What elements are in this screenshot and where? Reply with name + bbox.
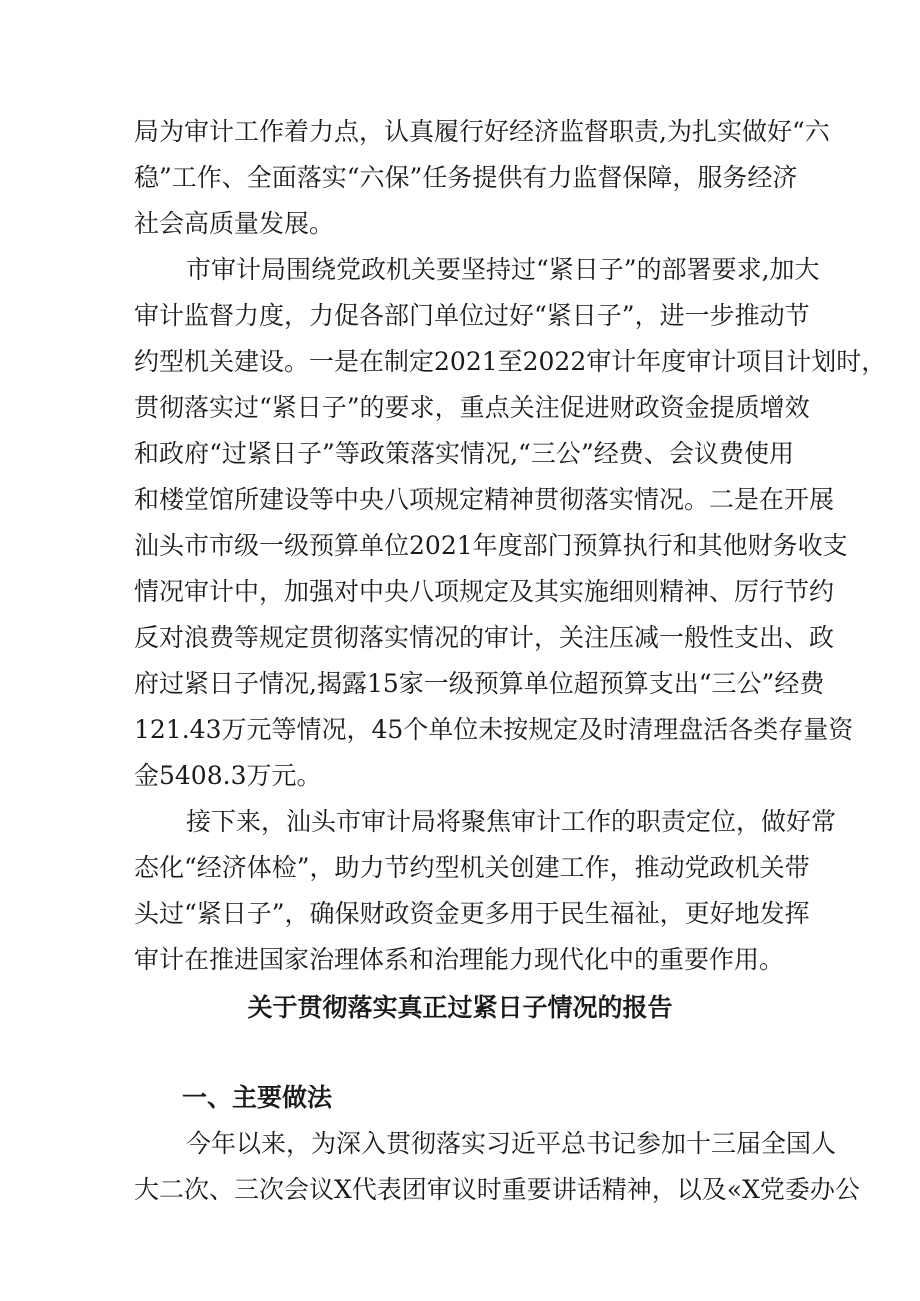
paragraph2-line-3: 约型机关建设。一是在制定2021至2022审计年度审计项目计划时， bbox=[134, 347, 887, 376]
paragraph2-line-12: 金5408.3万元。 bbox=[134, 761, 322, 790]
paragraph2-line-1: 市审计局围绕党政机关要坚持过“紧日子”的部署要求,加大 bbox=[186, 255, 820, 284]
paragraph2-line-6: 和楼堂馆所建设等中央八项规定精神贯彻落实情况。二是在开展 bbox=[134, 485, 835, 514]
report-title: 关于贯彻落实真正过紧日子情况的报告 bbox=[247, 993, 673, 1022]
paragraph2-line-7: 汕头市市级一级预算单位2021年度部门预算执行和其他财务收支 bbox=[134, 531, 848, 560]
paragraph2-line-4: 贯彻落实过“紧日子”的要求，重点关注促进财政资金提质增效 bbox=[134, 393, 810, 422]
section-heading: 一、主要做法 bbox=[182, 1083, 333, 1112]
paragraph3-line-2: 态化“经济体检”，助力节约型机关创建工作，推动党政机关带 bbox=[134, 853, 810, 882]
paragraph4-line-2: 大二次、三次会议X代表团审议时重要讲话精神，以及«X党委办公 bbox=[134, 1175, 860, 1204]
paragraph1-line-1: 局为审计工作着力点，认真履行好经济监督职责,为扎实做好“六 bbox=[134, 117, 830, 146]
paragraph1-line-3: 社会高质量发展。 bbox=[134, 209, 335, 238]
paragraph2-line-5: 和政府“过紧日子”等政策落实情况,“三公”经费、会议费使用 bbox=[134, 439, 794, 468]
paragraph2-line-8: 情况审计中，加强对中央八项规定及其实施细则精神、厉行节约 bbox=[134, 577, 835, 606]
paragraph2-line-2: 审计监督力度，力促各部门单位过好“紧日子”，进一步推动节 bbox=[134, 301, 810, 330]
paragraph2-line-9: 反对浪费等规定贯彻落实情况的审计，关注压减一般性支出、政 bbox=[134, 623, 835, 652]
paragraph3-line-1: 接下来，汕头市审计局将聚焦审计工作的职责定位，做好常 bbox=[186, 807, 837, 836]
paragraph2-line-10: 府过紧日子情况,揭露15家一级预算单位超预算支出“三公”经费 bbox=[134, 669, 825, 698]
paragraph2-line-11: 121.43万元等情况，45个单位未按规定及时清理盘活各类存量资 bbox=[134, 715, 854, 744]
paragraph3-line-3: 头过“紧日子”，确保财政资金更多用于民生福祉，更好地发挥 bbox=[134, 899, 810, 928]
paragraph1-line-2: 稳”工作、全面落实“六保”任务提供有力监督保障，服务经济 bbox=[134, 163, 798, 192]
paragraph4-line-1: 今年以来，为深入贯彻落实习近平总书记参加十三届全国人 bbox=[186, 1129, 837, 1158]
paragraph3-line-4: 审计在推进国家治理体系和治理能力现代化中的重要作用。 bbox=[134, 945, 785, 974]
